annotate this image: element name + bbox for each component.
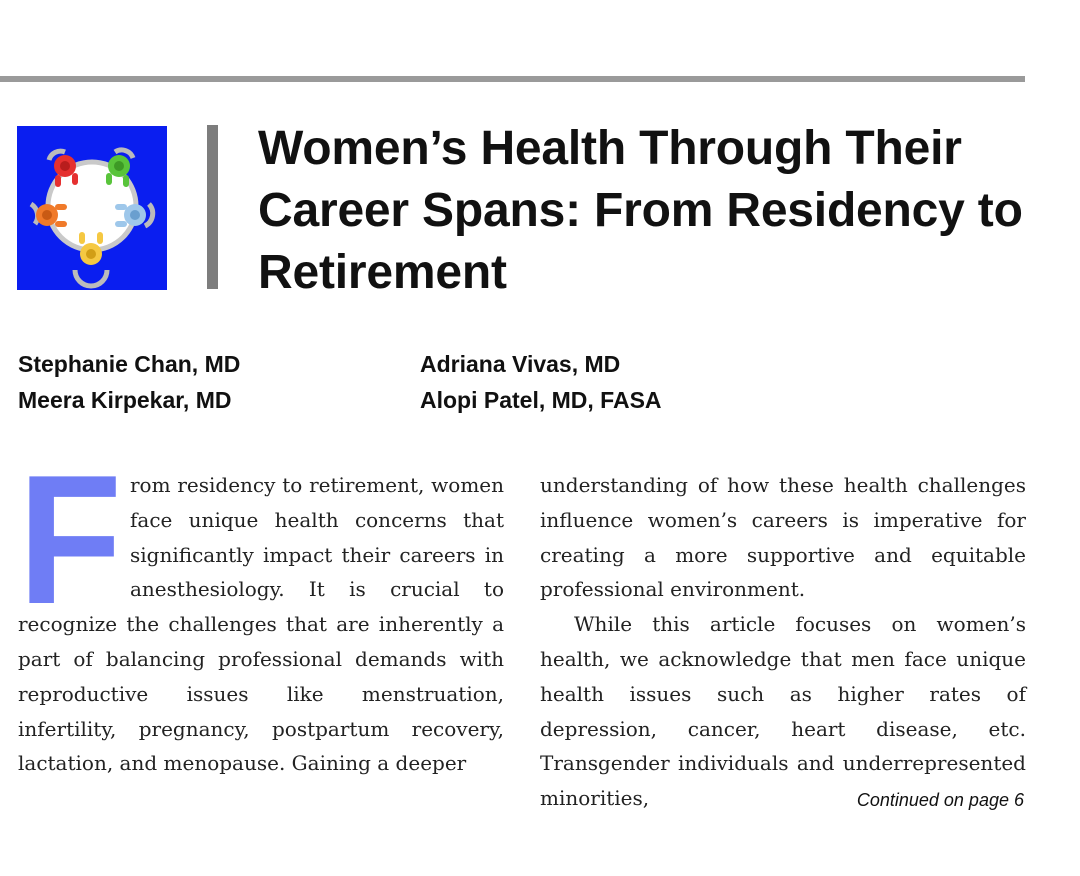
body-column-left [18,468,504,781]
top-divider [0,76,1025,82]
author-name: Meera Kirpekar, MD [18,387,232,413]
article-title: Women’s Health Through Their Career Spans: From Residency to Retirement [258,122,1023,299]
paragraph: While this article focuses on women’s health, we acknowledge that men face unique health issues such as higher rates of depression, cancer, heart disease, etc. Transgender individuals and underrepresented minorities, [540,612,1026,811]
people-around-table-icon [17,126,167,290]
title-accent-bar [207,125,218,289]
author-name: Stephanie Chan, MD [18,351,241,377]
drop-cap [18,472,122,606]
author-name: Adriana Vivas, MD [420,351,621,377]
authors-column-right [420,346,662,418]
drop-cap-letter: F [18,472,122,606]
authors-column-left [18,346,240,418]
body-column-right [540,468,1026,816]
paragraph: understanding of how these health challenges influence women’s careers is imperative for creating a more supportive and equitable professional environment. [540,473,1026,602]
author-name: Alopi Patel, MD, FASA [420,387,662,413]
paragraph: rom residency to retirement, women face unique health concerns that significantly impact their careers in anesthesiology. It is crucial to recognize the challenges that are inherently a part of balancing professional demands with reproductive issues like menstruation, infertility, pregnancy, postpartum recovery, lactation, and menopause. Gaining a deeper [18,473,504,776]
continued-note: Continued on page 6 [856,790,1024,810]
